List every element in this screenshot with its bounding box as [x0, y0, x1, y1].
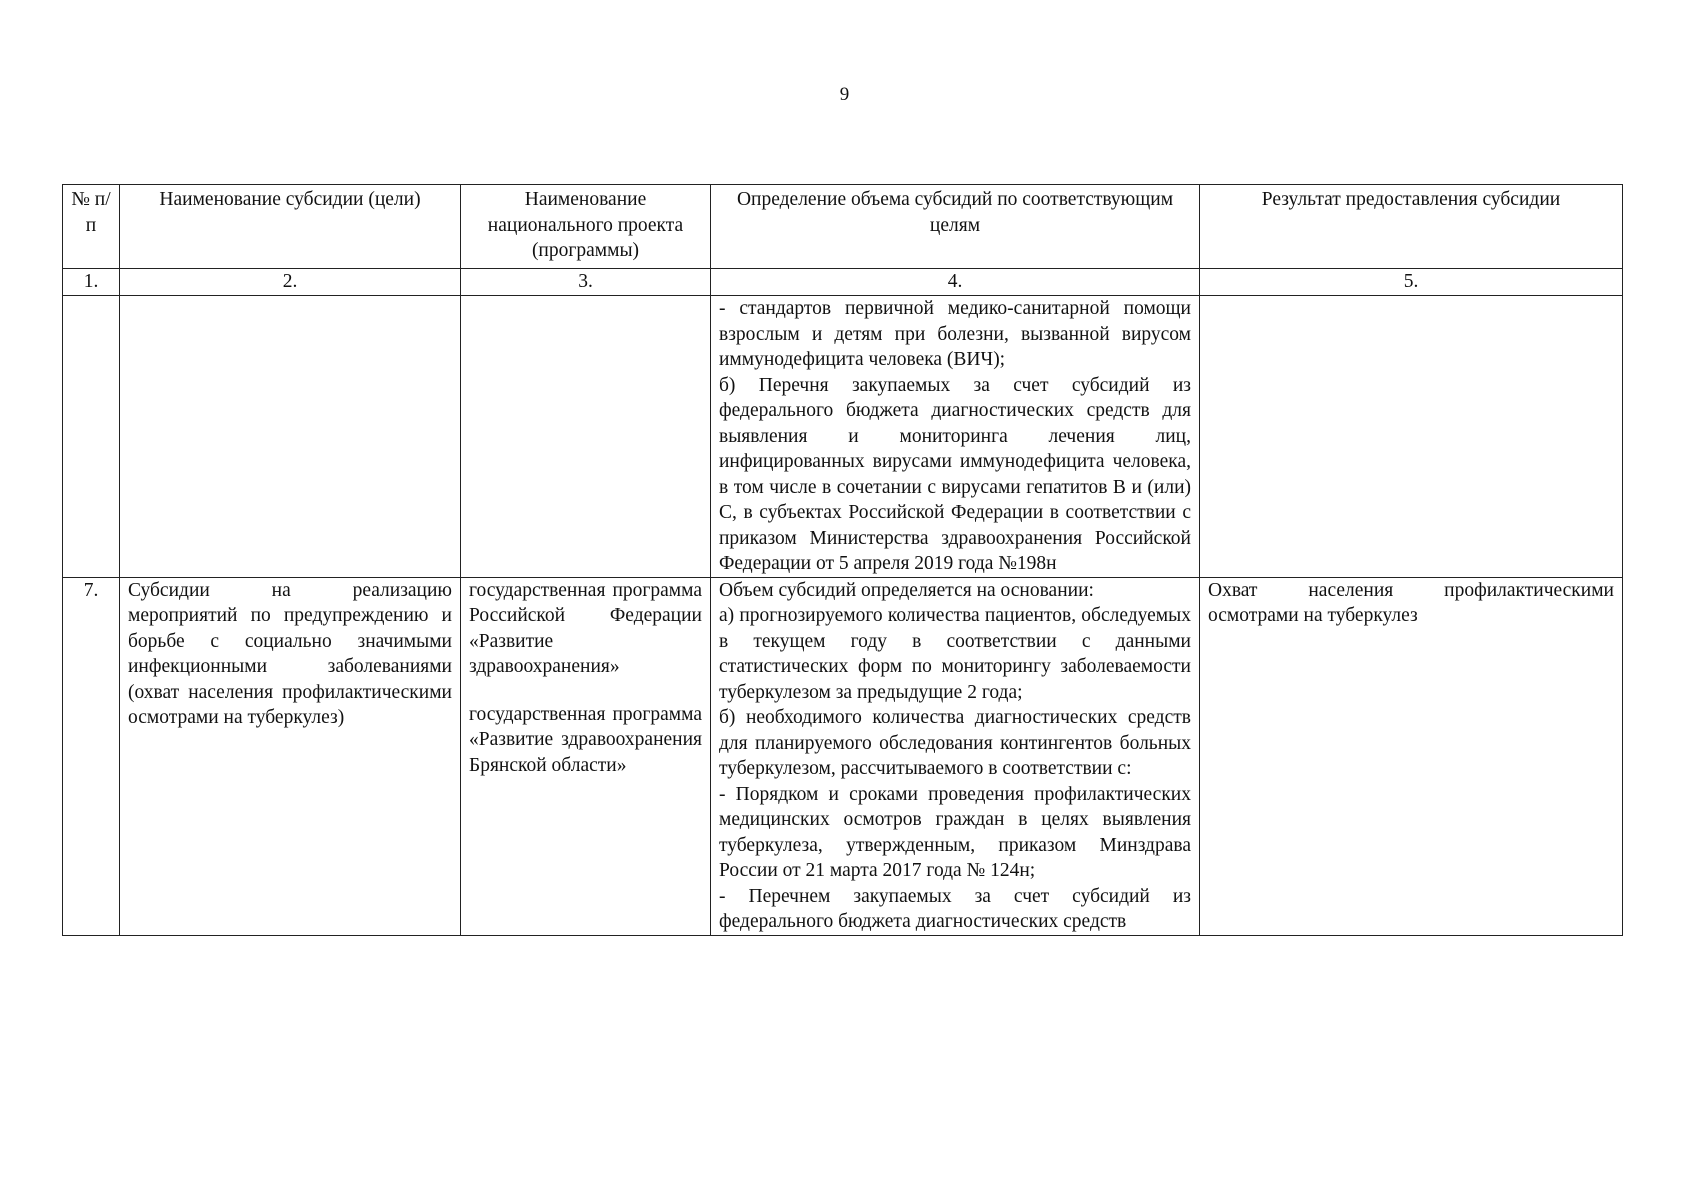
header-volume-definition: Определение объема субсидий по соответствующим целям: [711, 185, 1200, 269]
cell-number: [63, 296, 120, 578]
cell-volume-definition: [711, 577, 1200, 935]
volume-paragraph: Объем субсидий определяется на основании:: [719, 579, 1094, 601]
cell-volume-definition: [711, 296, 1200, 578]
cell-national-project: [461, 296, 711, 578]
cell-subsidy-name: Субсидии на реализацию мероприятий по предупреждению и борьбе с социально значимыми инфекционными заболеваниями (охват населения профилактическими осмотрами на туберкулез): [120, 577, 461, 935]
cell-result: [1200, 296, 1623, 578]
volume-paragraph: б) Перечня закупаемых за счет субсидий из федерального бюджета диагностических средств для выявления и мониторинга лечения лиц, инфицированных вирусами иммунодефицита человека, в том числе в сочетании с вирусами гепатитов В и (или) С, в субъектах Российской Федерации в соответствии с приказом Министерства здравоохранения Российской Федерации от 5 апреля 2019 года №198н: [719, 374, 1191, 574]
volume-paragraph: - стандартов первичной медико-санитарной помощи взрослым и детям при болезни, вызванной вирусом иммунодефицита человека (ВИЧ);: [719, 298, 1191, 370]
header-row: [63, 185, 1623, 269]
volume-paragraph: - Перечнем закупаемых за счет субсидий из федерального бюджета диагностических средств: [719, 885, 1191, 932]
cell-subsidy-name: [120, 296, 461, 578]
header-national-project: Наименование национального проекта (программы): [461, 185, 711, 269]
column-number: 3.: [461, 269, 711, 296]
table-row-7: [63, 577, 1623, 935]
column-number: 4.: [711, 269, 1200, 296]
volume-paragraph: б) необходимого количества диагностических средств для планируемого обследования контингентов больных туберкулезом, рассчитываемого в соответствии с:: [719, 707, 1191, 779]
page-number: 9: [839, 84, 850, 105]
column-number: 1.: [63, 269, 120, 296]
project-paragraph: государственная программа Российской Федерации «Развитие здравоохранения»: [469, 579, 702, 677]
column-number-row: [63, 269, 1623, 296]
volume-paragraph: - Порядком и сроками проведения профилактических медицинских осмотров граждан в целях выявления туберкулеза, утвержденным, приказом Минздрава России от 21 марта 2017 года № 124н;: [719, 783, 1191, 881]
table-row-continued: [63, 296, 1623, 578]
volume-paragraph: а) прогнозируемого количества пациентов, обследуемых в текущем году в соответствии с данными статистических форм по мониторингу заболеваемости туберкулезом за предыдущие 2 года;: [719, 605, 1191, 703]
column-number: 2.: [120, 269, 461, 296]
column-number: 5.: [1200, 269, 1623, 296]
cell-result: Охват населения профилактическими осмотрами на туберкулез: [1200, 577, 1623, 935]
header-number: № п/п: [63, 185, 120, 269]
subsidy-table: [62, 184, 1623, 936]
project-paragraph: государственная программа «Развитие здравоохранения Брянской области»: [469, 703, 702, 776]
cell-number: 7.: [63, 577, 120, 935]
header-result: Результат предоставления субсидии: [1200, 185, 1623, 269]
header-subsidy-name: Наименование субсидии (цели): [120, 185, 461, 269]
cell-national-project: [461, 577, 711, 935]
